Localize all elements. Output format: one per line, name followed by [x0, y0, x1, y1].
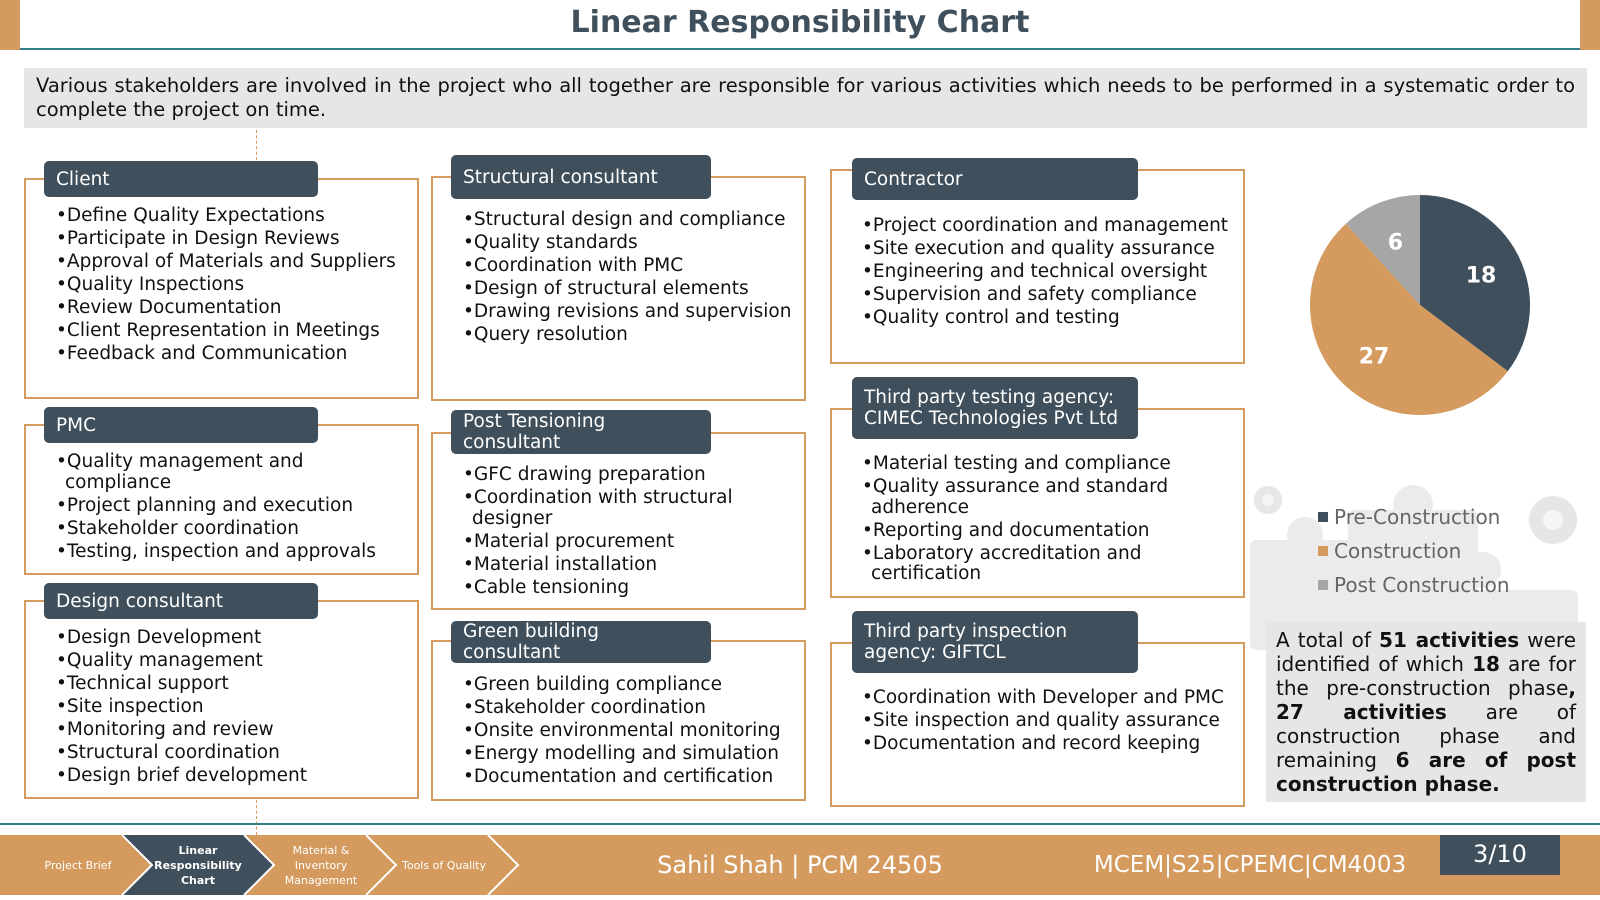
- inspection-agency-heading: Third party inspection agency: GIFTCL: [852, 611, 1138, 673]
- nav-tools-of-quality[interactable]: Tools of Quality: [402, 858, 486, 872]
- footer-divider: [0, 823, 1600, 825]
- list-item: • Design of structural elements: [463, 279, 796, 300]
- legend-swatch-post-construction: [1318, 580, 1328, 590]
- list-item: • Project coordination and management: [862, 216, 1235, 237]
- list-item: • Coordination with PMC: [463, 256, 796, 277]
- legend-item-pre-construction: [1318, 500, 1510, 534]
- summary-text: are of construction phase and remaining: [1276, 700, 1576, 772]
- chart-legend: [1318, 500, 1510, 602]
- list-item: • Stakeholder coordination: [56, 519, 409, 540]
- legend-item-construction: [1318, 534, 1510, 568]
- summary-pre-count: 18: [1472, 652, 1500, 676]
- activity-summary: [1266, 622, 1586, 802]
- connector-bottom: [256, 800, 257, 835]
- list-item: • Structural design and compliance: [463, 210, 796, 231]
- post-tensioning-box: [431, 432, 806, 610]
- list-item: • Coordination with Developer and PMC: [862, 688, 1235, 709]
- page-number: 3/10: [1440, 835, 1560, 875]
- list-item: • Reporting and documentation: [862, 521, 1235, 542]
- testing-agency-heading: Third party testing agency: CIMEC Technologies Pvt Ltd: [852, 377, 1138, 439]
- activity-pie-chart: [1300, 185, 1540, 425]
- list-item: • Quality Inspections: [56, 275, 409, 296]
- green-building-heading: Green building consultant: [451, 621, 711, 663]
- list-item: • Feedback and Communication: [56, 344, 409, 365]
- client-box: [24, 178, 419, 399]
- contractor-heading: Contractor: [852, 158, 1138, 200]
- list-item: • Site inspection: [56, 697, 409, 718]
- list-item: • Onsite environmental monitoring: [463, 721, 796, 742]
- design-consultant-heading: Design consultant: [44, 583, 318, 619]
- green-building-list: [463, 675, 796, 790]
- summary-post-count: 6 are of post construction phase.: [1276, 748, 1576, 796]
- list-item: • Review Documentation: [56, 298, 409, 319]
- structural-consultant-box: [431, 176, 806, 401]
- intro-text: Various stakeholders are involved in the project who all together are responsible for various activities which needs to be performed in a systematic order to complete the project on time.: [24, 68, 1587, 128]
- list-item: • Site inspection and quality assurance: [862, 711, 1235, 732]
- pie-data-label: 6: [1387, 230, 1404, 256]
- list-item: • Coordination with structural designer: [463, 488, 796, 529]
- legend-label: Construction: [1334, 539, 1462, 563]
- list-item: • GFC drawing preparation: [463, 465, 796, 486]
- list-item: • Monitoring and review: [56, 720, 409, 741]
- legend-swatch-pre-construction: [1318, 512, 1328, 522]
- structural-consultant-heading: Structural consultant: [451, 155, 711, 199]
- list-item: • Material testing and compliance: [862, 454, 1235, 475]
- list-item: • Design brief development: [56, 766, 409, 787]
- design-consultant-list: [56, 628, 409, 789]
- list-item: • Supervision and safety compliance: [862, 285, 1235, 306]
- list-item: • Material procurement: [463, 532, 796, 553]
- list-item: • Project planning and execution: [56, 496, 409, 517]
- pie-data-label: 18: [1465, 263, 1497, 289]
- list-item: • Quality standards: [463, 233, 796, 254]
- list-item: • Green building compliance: [463, 675, 796, 696]
- list-item: • Stakeholder coordination: [463, 698, 796, 719]
- post-tensioning-list: [463, 465, 796, 601]
- list-item: • Participate in Design Reviews: [56, 229, 409, 250]
- summary-text: are for the pre-construction phase: [1276, 652, 1576, 700]
- list-item: • Technical support: [56, 674, 409, 695]
- summary-total: 51 activities: [1379, 628, 1520, 652]
- list-item: • Quality management: [56, 651, 409, 672]
- pmc-list: [56, 452, 409, 565]
- contractor-list: [862, 216, 1235, 331]
- list-item: • Design Development: [56, 628, 409, 649]
- pmc-box: [24, 424, 419, 575]
- list-item: • Quality control and testing: [862, 308, 1235, 329]
- list-item: • Testing, inspection and approvals: [56, 542, 409, 563]
- connector-top: [256, 130, 257, 160]
- client-list: [56, 206, 409, 367]
- legend-label: Pre-Construction: [1334, 505, 1501, 529]
- legend-swatch-construction: [1318, 546, 1328, 556]
- post-tensioning-heading: Post Tensioning consultant: [451, 410, 711, 454]
- summary-text: A total of: [1276, 628, 1380, 652]
- design-consultant-box: [24, 600, 419, 799]
- green-building-box: [431, 640, 806, 801]
- list-item: • Drawing revisions and supervision: [463, 302, 796, 323]
- list-item: • Approval of Materials and Suppliers: [56, 252, 409, 273]
- testing-agency-list: [862, 454, 1235, 587]
- list-item: • Client Representation in Meetings: [56, 321, 409, 342]
- list-item: • Material installation: [463, 555, 796, 576]
- footer-course-code: MCEM|S25|CPEMC|CM4003: [1093, 852, 1407, 878]
- list-item: • Documentation and certification: [463, 767, 796, 788]
- client-heading: Client: [44, 161, 318, 197]
- list-item: • Documentation and record keeping: [862, 734, 1235, 755]
- title-divider: [20, 48, 1580, 50]
- summary-construction-count: , 27 activities: [1276, 676, 1576, 724]
- pmc-heading: PMC: [44, 407, 318, 443]
- pie-data-label: 27: [1358, 344, 1390, 370]
- list-item: • Quality assurance and standard adherence: [862, 477, 1235, 518]
- legend-label: Post Construction: [1334, 573, 1510, 597]
- summary-text: were identified of which: [1276, 628, 1577, 676]
- list-item: • Energy modelling and simulation: [463, 744, 796, 765]
- nav-material-inventory-management[interactable]: Material & Inventory Management: [284, 843, 358, 887]
- list-item: • Structural coordination: [56, 743, 409, 764]
- structural-consultant-list: [463, 210, 796, 348]
- legend-item-post-construction: [1318, 568, 1510, 602]
- list-item: • Cable tensioning: [463, 578, 796, 599]
- inspection-agency-list: [862, 688, 1235, 757]
- list-item: • Query resolution: [463, 325, 796, 346]
- list-item: • Define Quality Expectations: [56, 206, 409, 227]
- list-item: • Quality management and compliance: [56, 452, 409, 493]
- list-item: • Laboratory accreditation and certification: [862, 544, 1235, 585]
- nav-linear-responsibility-chart[interactable]: Linear Responsibility Chart: [154, 843, 242, 887]
- footer-author: Sahil Shah | PCM 24505: [657, 851, 943, 879]
- nav-project-brief[interactable]: Project Brief: [44, 858, 112, 872]
- list-item: • Engineering and technical oversight: [862, 262, 1235, 283]
- list-item: • Site execution and quality assurance: [862, 239, 1235, 260]
- page-title: Linear Responsibility Chart: [570, 5, 1030, 40]
